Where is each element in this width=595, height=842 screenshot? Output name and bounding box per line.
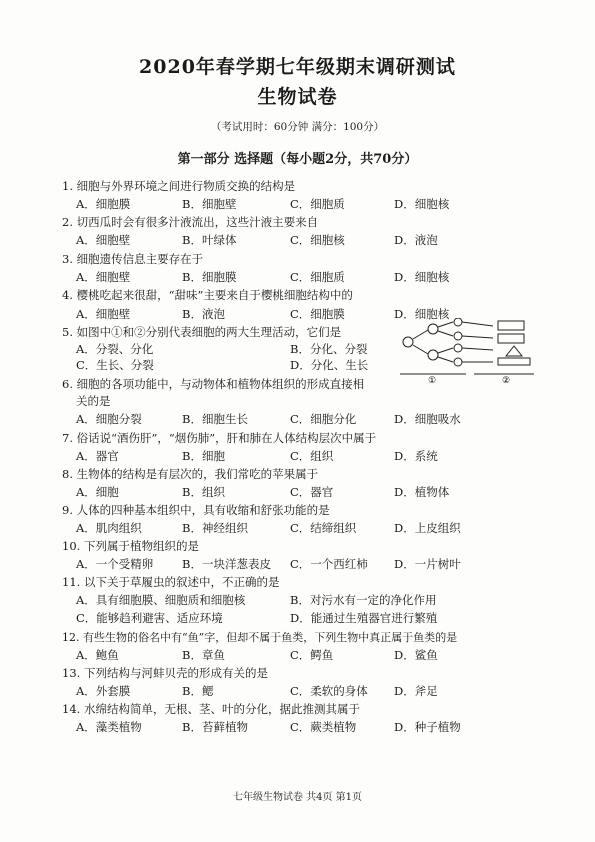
option-c: C．鳄鱼 xyxy=(290,648,334,662)
option-d: D．能通过生殖器官进行繁殖 xyxy=(290,611,438,625)
option-a: A．细胞壁 xyxy=(76,233,131,247)
question-stem: 7. 俗话说“酒伤肝”，“烟伤肺”，肝和肺在人体结构层次中属于 xyxy=(62,431,377,445)
option-a: A．分裂、分化 xyxy=(76,342,154,356)
option-a: A．外套膜 xyxy=(76,684,131,698)
option-b: B．一块洋葱表皮 xyxy=(182,557,271,571)
option-b: B．章鱼 xyxy=(182,648,225,662)
exam-title: 2020年春学期七年级期末调研测试 xyxy=(139,56,456,78)
option-b: B．细胞 xyxy=(182,449,225,463)
cell-circle xyxy=(454,344,462,352)
option-a: A．细胞壁 xyxy=(76,307,131,321)
option-c: C．结缔组织 xyxy=(290,521,357,535)
question-stem: 11. 以下关于草履虫的叙述中，不正确的是 xyxy=(62,575,280,589)
exam-info: （考试用时：60分钟 满分：100分） xyxy=(210,121,385,133)
cell-circle xyxy=(454,332,462,340)
cell-circle xyxy=(403,337,413,347)
option-b: B．液泡 xyxy=(182,307,225,321)
option-b: B．对污水有一定的净化作用 xyxy=(290,593,437,607)
option-d: D．一片树叶 xyxy=(394,557,461,571)
option-c: C．组织 xyxy=(290,449,334,463)
question-stem: 10. 下列属于植物组织的是 xyxy=(62,539,199,553)
option-b: B．组织 xyxy=(182,485,225,499)
option-d: D．细胞核 xyxy=(394,197,450,211)
option-b: B．神经组织 xyxy=(182,521,248,535)
option-c: C．细胞分化 xyxy=(290,412,357,426)
option-d: D．液泡 xyxy=(394,233,438,247)
option-c: C．细胞质 xyxy=(290,270,345,284)
option-c: C．蕨类植物 xyxy=(290,720,357,734)
option-a: A．细胞壁 xyxy=(76,270,131,284)
option-c: C．细胞膜 xyxy=(290,307,345,321)
cell-division-differentiation-diagram xyxy=(398,318,538,384)
page-footer: 七年级生物试卷 共4页 第1页 xyxy=(232,792,363,803)
option-a: A．细胞分裂 xyxy=(76,412,142,426)
option-b: B．苔藓植物 xyxy=(182,720,248,734)
option-a: A．鲍鱼 xyxy=(76,648,119,662)
option-c: C．器官 xyxy=(290,485,334,499)
option-d: D．系统 xyxy=(394,449,438,463)
option-a: A．器官 xyxy=(76,449,119,463)
option-b: B．分化、分裂 xyxy=(290,342,368,356)
option-b: B．细胞壁 xyxy=(182,197,237,211)
option-d: D．细胞核 xyxy=(394,270,450,284)
question-stem: 2. 切西瓜时会有很多汁液流出，这些汁液主要来自 xyxy=(62,215,319,229)
option-b: B．鳃 xyxy=(182,684,214,698)
section-title: 第一部分 选择题（每小题2分，共70分） xyxy=(177,152,418,167)
cell-circle xyxy=(454,318,462,326)
question-stem-continuation: 关的是 xyxy=(76,394,111,408)
option-c: C．柔软的身体 xyxy=(290,684,368,698)
exam-subtitle: 生物试卷 xyxy=(257,86,338,108)
question-stem: 3. 细胞遗传信息主要存在于 xyxy=(62,252,204,266)
cell-circle xyxy=(428,350,438,360)
question-stem: 8. 生物体的结构是有层次的，我们常吃的苹果属于 xyxy=(62,467,319,481)
diagram-label-1: ① xyxy=(428,376,437,384)
diagram-label-2: ② xyxy=(502,376,511,384)
option-a: A．细胞 xyxy=(76,485,119,499)
option-d: D．上皮组织 xyxy=(394,521,461,535)
question-stem: 4. 樱桃吃起来很甜，“甜味”主要来自于樱桃细胞结构中的 xyxy=(62,288,353,302)
option-c: C．能够趋利避害、适应环境 xyxy=(76,611,223,625)
option-b: B．叶绿体 xyxy=(182,233,237,247)
question-stem: 5. 如图中①和②分别代表细胞的两大生理活动，它们是 xyxy=(62,325,342,339)
question-stem: 14. 水绵结构简单，无根、茎、叶的分化，据此推测其属于 xyxy=(62,702,360,716)
option-d: D．分化、生长 xyxy=(290,358,369,372)
option-a: A．肌肉组织 xyxy=(76,521,142,535)
option-a: A．细胞膜 xyxy=(76,197,131,211)
option-a: A．藻类植物 xyxy=(76,720,142,734)
option-d: D．种子植物 xyxy=(394,720,461,734)
option-c: C．一个西红柿 xyxy=(290,557,368,571)
question-stem: 6. 细胞的各项功能中，与动物体和植物体组织的形成直接相 xyxy=(62,377,365,391)
option-d: D．斧足 xyxy=(394,684,438,698)
option-b: B．细胞生长 xyxy=(182,412,248,426)
cell-circle xyxy=(428,324,438,334)
question-stem: 13. 下列结构与河蚌贝壳的形成有关的是 xyxy=(62,666,268,680)
option-c: C．细胞质 xyxy=(290,197,345,211)
option-a: A．具有细胞膜、细胞质和细胞核 xyxy=(76,593,246,607)
question-stem: 1. 细胞与外界环境之间进行物质交换的结构是 xyxy=(62,179,296,193)
option-b: B．细胞膜 xyxy=(182,270,237,284)
option-c: C．生长、分裂 xyxy=(76,358,154,372)
option-a: A．一个受精卵 xyxy=(76,557,154,571)
option-d: D．细胞核 xyxy=(394,307,450,321)
option-d: D．植物体 xyxy=(394,485,450,499)
option-c: C．细胞核 xyxy=(290,233,345,247)
option-d: D．鲨鱼 xyxy=(394,648,438,662)
question-stem: 12. 有些生物的俗名中有“鱼”字，但却不属于鱼类，下列生物中真正属于鱼类的是 xyxy=(62,631,458,644)
option-d: D．细胞吸水 xyxy=(394,412,461,426)
question-stem: 9. 人体的四种基本组织中，具有收缩和舒张功能的是 xyxy=(62,503,330,517)
cell-circle xyxy=(454,358,462,366)
